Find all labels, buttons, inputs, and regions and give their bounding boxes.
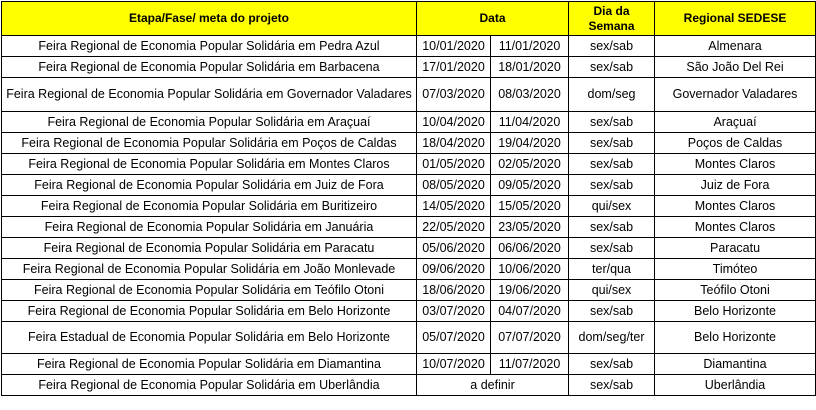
cell-dia: dom/seg xyxy=(569,78,655,112)
cell-etapa: Feira Regional de Economia Popular Solidária em Belo Horizonte xyxy=(2,301,417,322)
header-data: Data xyxy=(417,2,569,36)
cell-etapa: Feira Regional de Economia Popular Solidária em Juiz de Fora xyxy=(2,175,417,196)
cell-etapa: Feira Regional de Economia Popular Solidária em Poços de Caldas xyxy=(2,133,417,154)
cell-etapa: Feira Regional de Economia Popular Solidária em Montes Claros xyxy=(2,154,417,175)
cell-data-fim: 11/04/2020 xyxy=(491,112,569,133)
cell-dia: ter/qua xyxy=(569,259,655,280)
cell-data-inicio: 18/06/2020 xyxy=(417,280,491,301)
cell-regional: Diamantina xyxy=(655,354,816,375)
cell-dia: sex/sab xyxy=(569,375,655,396)
table-row xyxy=(2,301,816,322)
cell-data-inicio: 09/06/2020 xyxy=(417,259,491,280)
table-row xyxy=(2,280,816,301)
cell-data-inicio: 07/03/2020 xyxy=(417,78,491,112)
cell-regional: Teófilo Otoni xyxy=(655,280,816,301)
cell-etapa: Feira Regional de Economia Popular Solidária em Januária xyxy=(2,217,417,238)
cell-regional: Montes Claros xyxy=(655,196,816,217)
cell-data-fim: 23/05/2020 xyxy=(491,217,569,238)
cell-dia: sex/sab xyxy=(569,36,655,57)
table-body xyxy=(2,36,816,396)
cell-regional: Belo Horizonte xyxy=(655,301,816,322)
table-row xyxy=(2,322,816,354)
cell-dia: sex/sab xyxy=(569,57,655,78)
cell-etapa: Feira Regional de Economia Popular Solidária em Teófilo Otoni xyxy=(2,280,417,301)
cell-dia: sex/sab xyxy=(569,301,655,322)
table-row xyxy=(2,133,816,154)
table-row xyxy=(2,375,816,396)
cell-data-inicio: 01/05/2020 xyxy=(417,154,491,175)
cell-dia: sex/sab xyxy=(569,112,655,133)
cell-data-inicio: 08/05/2020 xyxy=(417,175,491,196)
cell-data-fim: 18/01/2020 xyxy=(491,57,569,78)
cell-dia: sex/sab xyxy=(569,238,655,259)
cell-data-fim: 19/06/2020 xyxy=(491,280,569,301)
cell-data-inicio: 18/04/2020 xyxy=(417,133,491,154)
cell-data-fim: 06/06/2020 xyxy=(491,238,569,259)
cell-dia: sex/sab xyxy=(569,133,655,154)
cell-data-fim: 10/06/2020 xyxy=(491,259,569,280)
cell-data-inicio: 10/04/2020 xyxy=(417,112,491,133)
cell-data-fim: 09/05/2020 xyxy=(491,175,569,196)
cell-data-inicio: 14/05/2020 xyxy=(417,196,491,217)
cell-regional: Timóteo xyxy=(655,259,816,280)
table-row xyxy=(2,57,816,78)
table-row xyxy=(2,154,816,175)
cell-regional: Araçuaí xyxy=(655,112,816,133)
cell-data-inicio: 10/07/2020 xyxy=(417,354,491,375)
cell-dia: qui/sex xyxy=(569,196,655,217)
cell-etapa: Feira Regional de Economia Popular Solidária em Buritizeiro xyxy=(2,196,417,217)
cell-regional: Uberlândia xyxy=(655,375,816,396)
cell-regional: Paracatu xyxy=(655,238,816,259)
cell-etapa: Feira Regional de Economia Popular Solidária em Araçuaí xyxy=(2,112,417,133)
cell-data-inicio: 05/07/2020 xyxy=(417,322,491,354)
cell-data-fim: 04/07/2020 xyxy=(491,301,569,322)
cell-data-fim: 07/07/2020 xyxy=(491,322,569,354)
header-etapa: Etapa/Fase/ meta do projeto xyxy=(2,2,417,36)
cell-dia: sex/sab xyxy=(569,217,655,238)
cell-dia: dom/seg/ter xyxy=(569,322,655,354)
schedule-table xyxy=(1,1,816,396)
table-row xyxy=(2,259,816,280)
cell-data-fim: 02/05/2020 xyxy=(491,154,569,175)
cell-regional: Montes Claros xyxy=(655,154,816,175)
cell-data-inicio: 05/06/2020 xyxy=(417,238,491,259)
header-row xyxy=(2,2,816,36)
cell-etapa: Feira Regional de Economia Popular Solidária em Governador Valadares xyxy=(2,78,417,112)
cell-dia: qui/sex xyxy=(569,280,655,301)
cell-etapa: Feira Regional de Economia Popular Solidária em Uberlândia xyxy=(2,375,417,396)
cell-data-inicio: 10/01/2020 xyxy=(417,36,491,57)
cell-etapa: Feira Regional de Economia Popular Solidária em Barbacena xyxy=(2,57,417,78)
cell-dia: sex/sab xyxy=(569,154,655,175)
cell-regional: Almenara xyxy=(655,36,816,57)
table-row xyxy=(2,238,816,259)
cell-regional: Poços de Caldas xyxy=(655,133,816,154)
cell-data-fim: 19/04/2020 xyxy=(491,133,569,154)
table-row xyxy=(2,78,816,112)
cell-etapa: Feira Regional de Economia Popular Solidária em João Monlevade xyxy=(2,259,417,280)
cell-etapa: Feira Regional de Economia Popular Solidária em Diamantina xyxy=(2,354,417,375)
cell-data-inicio: 17/01/2020 xyxy=(417,57,491,78)
table-row xyxy=(2,354,816,375)
cell-regional: Belo Horizonte xyxy=(655,322,816,354)
cell-data-fim: 08/03/2020 xyxy=(491,78,569,112)
header-regional: Regional SEDESE xyxy=(655,2,816,36)
table-row xyxy=(2,217,816,238)
cell-regional: Montes Claros xyxy=(655,217,816,238)
cell-regional: Juiz de Fora xyxy=(655,175,816,196)
cell-etapa: Feira Estadual de Economia Popular Solidária em Belo Horizonte xyxy=(2,322,417,354)
cell-data-fim: 15/05/2020 xyxy=(491,196,569,217)
cell-etapa: Feira Regional de Economia Popular Solidária em Pedra Azul xyxy=(2,36,417,57)
cell-data-fim: 11/01/2020 xyxy=(491,36,569,57)
table-row xyxy=(2,175,816,196)
cell-regional: Governador Valadares xyxy=(655,78,816,112)
header-dia: Dia da Semana xyxy=(569,2,655,36)
cell-regional: São João Del Rei xyxy=(655,57,816,78)
cell-data-fim: 11/07/2020 xyxy=(491,354,569,375)
cell-dia: sex/sab xyxy=(569,175,655,196)
cell-data: a definir xyxy=(417,375,569,396)
cell-etapa: Feira Regional de Economia Popular Solidária em Paracatu xyxy=(2,238,417,259)
cell-data-inicio: 03/07/2020 xyxy=(417,301,491,322)
cell-dia: sex/sab xyxy=(569,354,655,375)
table-row xyxy=(2,112,816,133)
table-row xyxy=(2,196,816,217)
table-row xyxy=(2,36,816,57)
cell-data-inicio: 22/05/2020 xyxy=(417,217,491,238)
